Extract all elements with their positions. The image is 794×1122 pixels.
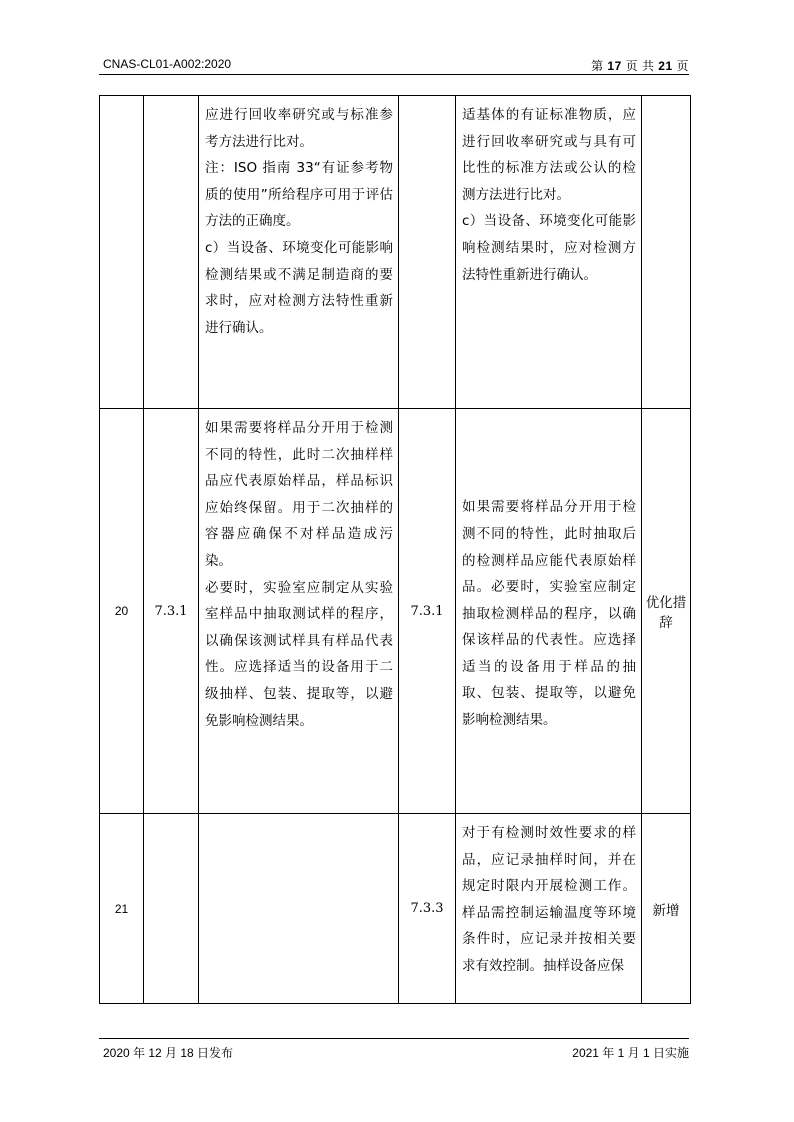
new-clause: 7.3.3 [399,814,456,1004]
old-text [199,814,399,1004]
new-clause: 7.3.1 [399,409,456,814]
table-row [100,96,691,409]
header-rule [99,74,689,75]
paragraph: c）当设备、环境变化可能影响检测结果时，应对检测方法特性重新进行确认。 [462,213,636,283]
table-row [100,409,691,814]
paragraph: 注：ISO 指南 33“有证参考物质的使用”所给程序可用于评估方法的正确度。 [205,160,393,230]
paragraph: c）当设备、环境变化可能影响检测结果或不满足制造商的要求时，应对检测方法特性重新进行确认。 [205,239,393,336]
footer-rule [99,1038,689,1039]
paragraph: 如果需要将样品分开用于检测不同的特性，此时二次抽样样品应代表原始样品，样品标识应始终保留。用于二次抽样的容器应确保不对样品造成污染。 [205,420,393,569]
publish-date: 2020 年 12 月 18 日发布 [103,1046,234,1060]
implement-date: 2021 年 1 月 1 日实施 [572,1046,689,1060]
change-note: 新增 [642,814,691,1004]
table-row [100,814,691,1004]
new-text [456,409,642,814]
new-text [456,814,642,1004]
old-text [199,409,399,814]
old-clause: 7.3.1 [144,409,199,814]
old-clause [144,96,199,409]
row-number: 20 [100,409,144,814]
paragraph: 如果需要将样品分开用于检测不同的特性，此时抽取后的检测样品应能代表原始样品。必要时，实验室应制定抽取检测样品的程序，以确保该样品的代表性。应选择适当的设备用于样品的抽取、包装、提取等，以避免影响检测结果。 [462,499,636,729]
page-number: 第 17 页 共 21 页 [591,59,689,73]
old-text [199,96,399,409]
paragraph: 对于有检测时效性要求的样品，应记录抽样时间，并在规定时限内开展检测工作。样品需控制运输温度等环境条件时，应记录并按相关要求有效控制。抽样设备应保 [462,825,636,974]
page-header [99,57,689,73]
comparison-table [99,95,691,1004]
paragraph: 适基体的有证标准物质，应进行回收率研究或与具有可比性的标准方法或公认的检测方法进行比对。 [462,107,636,203]
row-number: 21 [100,814,144,1004]
old-clause [144,814,199,1004]
change-note: 优化措辞 [642,409,691,814]
row-number [100,96,144,409]
paragraph: 应进行回收率研究或与标准参考方法进行比对。 [205,107,393,150]
document-id: CNAS-CL01-A002:2020 [103,57,232,71]
new-clause [399,96,456,409]
change-note [642,96,691,409]
paragraph: 必要时，实验室应制定从实验室样品中抽取测试样的程序，以确保该测试样具有样品代表性。应选择适当的设备用于二级抽样、包装、提取等，以避免影响检测结果。 [205,579,393,729]
new-text [456,96,642,409]
page-footer [99,1044,689,1060]
